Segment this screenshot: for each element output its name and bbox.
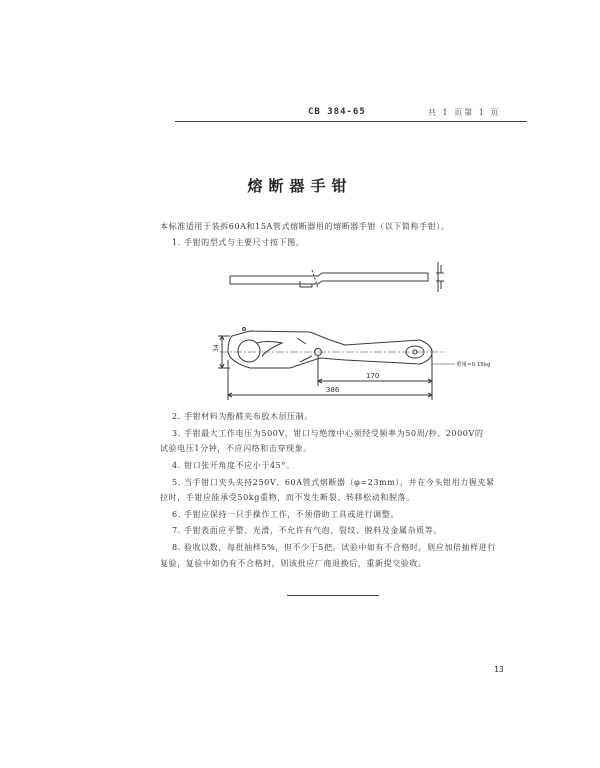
document-title: 熔断器手钳 [247,177,353,195]
clause-4: 4. 钳口张开角度不应小于45°。 [172,461,295,470]
intro-paragraph: 本标准适用于装拆60A和15A管式熔断器用的熔断器手钳（以下简称手钳）。 [160,222,450,231]
overall-dimension-label: 386 [326,386,340,394]
side-view [230,262,444,292]
page-info: 共 1 页第 1 页 [428,108,501,117]
clause-7: 7. 手钳表面应平整、光滑，不允许有气泡、裂纹、脱料及金属杂质等。 [172,526,442,535]
clause-3: 3. 手钳最大工作电压为500V，钳口与绝缘中心须经受频率为50周/秒、2000V的 [172,429,484,438]
clause-1: 1. 手钳的型式与主要尺寸按下图。 [172,238,305,247]
footer-rule [287,595,379,596]
inner-dimension-label: 170 [366,372,380,380]
weight-note: 重量≈0.15kg [456,362,491,368]
clause-2: 2. 手钳材料为酚醛夹布胶木层压制。 [172,412,313,421]
front-view [228,328,432,369]
clause-5: 5. 当手钳口夹头夹持250V、60A管式熔断器（φ=23mm），并在今头钳用力握夹紧 [172,478,495,487]
clause-5-cont: 拉时，手钳应能承受50kg重物，而不发生断裂、转移松动和脱落。 [160,493,415,502]
clause-3-cont: 试验电压1分钟，不应闪络和击穿现象。 [160,444,312,453]
standard-code: CB 384-65 [308,107,366,117]
clause-8: 8. 验收以数，每批抽样5%，但不少于5把。试验中如有不合格时，则应加倍抽样进行 [172,543,496,552]
clause-6: 6. 手钳应保持一只手操作工作，不须借助工具或进行调整。 [172,510,399,519]
page-number: 13 [494,665,504,674]
clause-8-cont: 复验，复验中如仍有不合格时，则该批应厂商退换后，重新提交验收。 [160,559,427,568]
height-label: 34 [213,344,220,352]
